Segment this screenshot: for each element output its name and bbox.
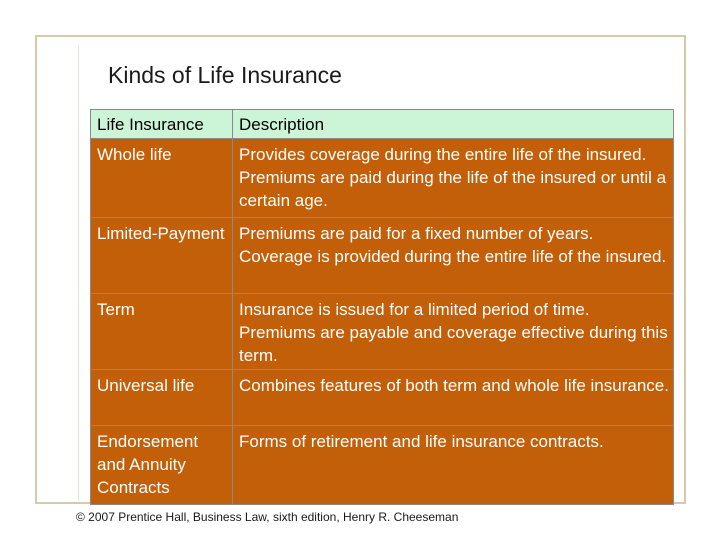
description-cell: Combines features of both term and whole life insurance. — [233, 370, 674, 426]
table-row — [91, 370, 674, 426]
table-row — [91, 426, 674, 505]
frame-inner-line — [78, 46, 79, 501]
header-life-insurance: Life Insurance — [91, 110, 233, 139]
insurance-table — [90, 109, 674, 505]
frame-top-line — [35, 35, 685, 37]
insurance-type-cell: Term — [91, 294, 233, 370]
header-description: Description — [233, 110, 674, 139]
description-cell: Premiums are paid for a fixed number of years. Coverage is provided during the entire life of the insured. — [233, 218, 674, 294]
insurance-type-cell: Endorsement and Annuity Contracts — [91, 426, 233, 505]
insurance-type-cell: Whole life — [91, 139, 233, 218]
table-row — [91, 294, 674, 370]
description-cell: Insurance is issued for a limited period of time. Premiums are payable and coverage effective during this term. — [233, 294, 674, 370]
frame-right-line — [684, 35, 686, 503]
table-row — [91, 139, 674, 218]
frame-left-line — [35, 35, 37, 503]
table-row — [91, 218, 674, 294]
copyright-footer: © 2007 Prentice Hall, Business Law, sixth edition, Henry R. Cheeseman — [76, 510, 459, 524]
insurance-type-cell: Limited-Payment — [91, 218, 233, 294]
description-cell: Provides coverage during the entire life of the insured. Premiums are paid during the life of the insured or until a certain age. — [233, 139, 674, 218]
description-cell: Forms of retirement and life insurance contracts. — [233, 426, 674, 505]
insurance-type-cell: Universal life — [91, 370, 233, 426]
table-header-row — [91, 110, 674, 139]
slide-title: Kinds of Life Insurance — [108, 62, 342, 88]
